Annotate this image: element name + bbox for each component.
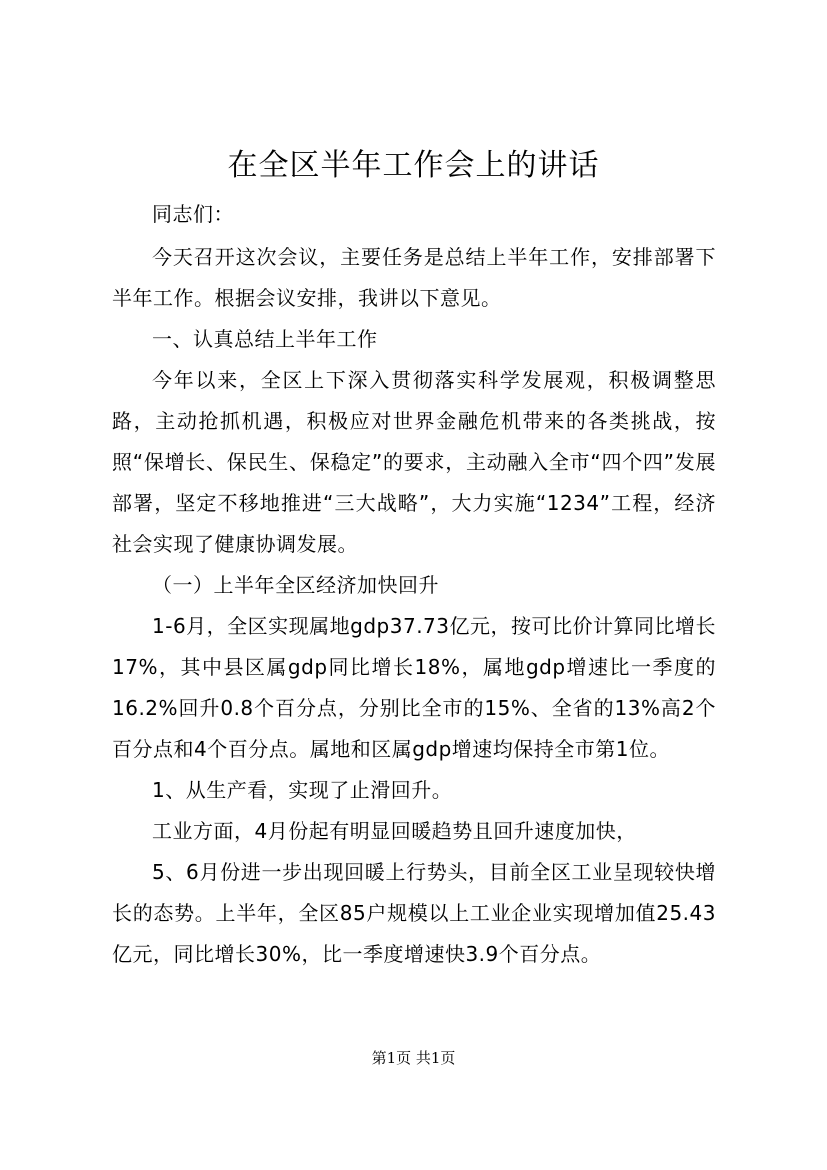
intro-paragraph: 今天召开这次会议，主要任务是总结上半年工作，安排部署下半年工作。根据会议安排，我讲以下意见。 bbox=[112, 245, 716, 310]
subsection-heading-1: （一）上半年全区经济加快回升 bbox=[152, 573, 439, 597]
industry-paragraph: 工业方面，4月份起有明显回暖趋势且回升速度加快， bbox=[152, 819, 637, 843]
section-heading-1: 一、认真总结上半年工作 bbox=[152, 327, 378, 351]
production-heading: 1、从生产看，实现了止滑回升。 bbox=[152, 778, 453, 802]
greeting-paragraph: 同志们： bbox=[152, 202, 234, 226]
document-title: 在全区半年工作会上的讲话 bbox=[227, 148, 600, 183]
document-body bbox=[112, 194, 716, 975]
industry-growth-paragraph: 5、6月份进一步出现回暖上行势头，目前全区工业呈现较快增长的态势。上半年，全区85户规模以上工业企业实现增加值25.43亿元，同比增长30%，比一季度增速快3.9个百分点。 bbox=[112, 860, 716, 966]
gdp-paragraph: 1-6月，全区实现属地gdp37.73亿元，按可比价计算同比增长17%，其中县区属gdp同比增长18%，属地gdp增速比一季度的16.2%回升0.8个百分点，分别比全市的15%、全省的13%高2个百分点和4个百分点。属地和区属gdp增速均保持全市第1位。 bbox=[112, 614, 717, 761]
page-footer: 第1页 共1页 bbox=[371, 1049, 456, 1067]
overview-paragraph: 今年以来，全区上下深入贯彻落实科学发展观，积极调整思路，主动抢抓机遇，积极应对世界金融危机带来的各类挑战，按照“保增长、保民生、保稳定”的要求，主动融入全市“四个四”发展部署，坚定不移地推进“三大战略”，大力实施“1234”工程，经济社会实现了健康协调发展。 bbox=[112, 368, 716, 556]
